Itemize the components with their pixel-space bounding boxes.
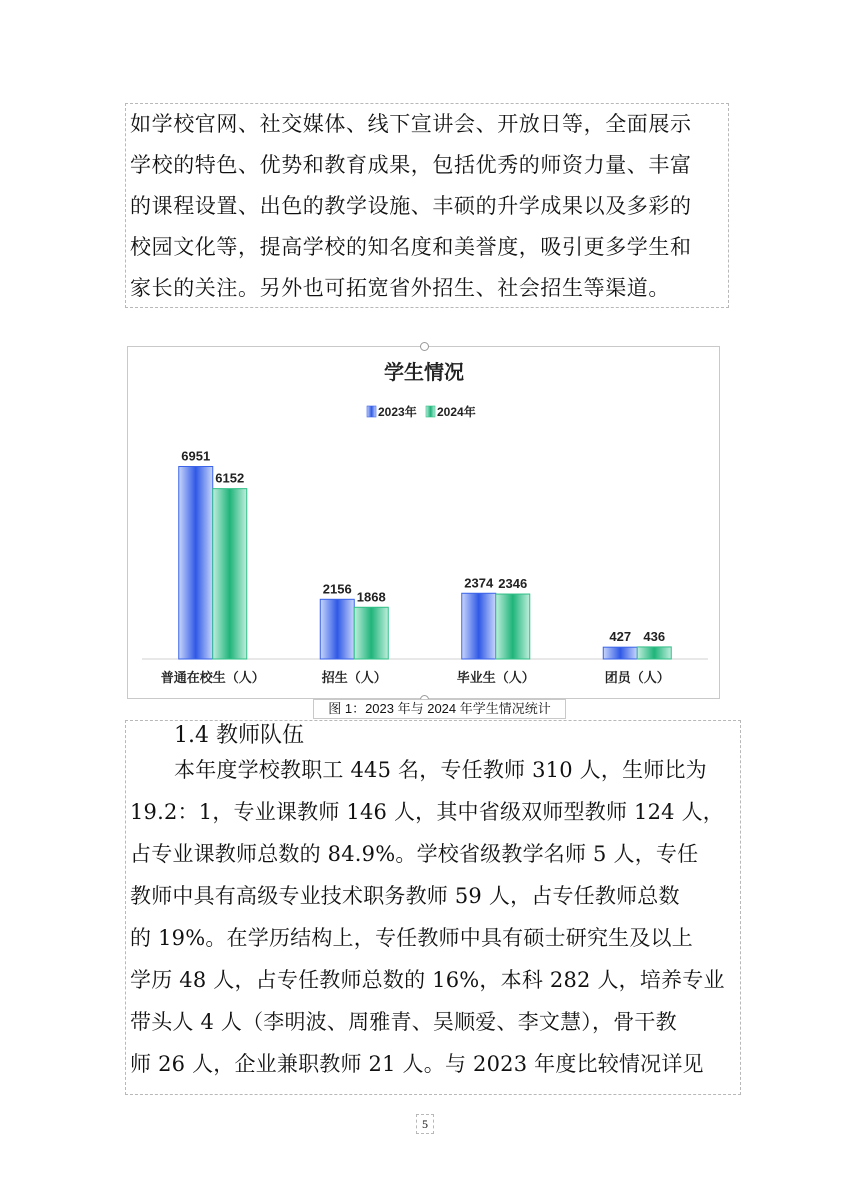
value-label-2023-2: 2374 — [464, 575, 494, 591]
bar-2023-3[interactable] — [603, 647, 637, 659]
bar-2023-0[interactable] — [179, 467, 213, 659]
bar-2024-2[interactable] — [496, 594, 530, 659]
paragraph-line: 的课程设置、出色的教学设施、丰硕的升学成果以及多彩的 — [130, 194, 692, 218]
paragraph-line: 学校的特色、优势和教育成果，包括优秀的师资力量、丰富 — [130, 153, 692, 177]
chart-title: 学生情况 — [384, 362, 464, 384]
category-labels-group — [161, 670, 670, 685]
value-label-2023-3: 427 — [609, 629, 632, 645]
paragraph-line: 校园文化等，提高学校的知名度和美誉度，吸引更多学生和 — [130, 235, 692, 259]
value-label-2023-1: 2156 — [322, 581, 352, 597]
value-label-2024-1: 1868 — [356, 589, 386, 605]
legend-label-2024: 2024年 — [437, 405, 476, 419]
section-line: 师 26 人，企业兼职教师 21 人。与 2023 年度比较情况详见 — [130, 1052, 704, 1076]
bar-2024-3[interactable] — [637, 647, 671, 659]
student-chart[interactable] — [127, 346, 720, 699]
resize-handle-top[interactable] — [420, 342, 429, 351]
chart-legend — [367, 404, 476, 419]
bar-2023-1[interactable] — [320, 599, 354, 659]
section-line: 本年度学校教职工 445 名，专任教师 310 人，生师比为 — [174, 758, 707, 782]
bar-2024-0[interactable] — [213, 489, 247, 659]
value-label-2023-0: 6951 — [181, 448, 211, 464]
section-heading: 1.4 教师队伍 — [174, 723, 304, 748]
legend-swatch-2024 — [426, 406, 435, 417]
page-number: 5 — [416, 1114, 434, 1134]
value-label-2024-2: 2346 — [498, 576, 528, 592]
section-line: 带头人 4 人（李明波、周雅青、吴顺爱、李文慧），骨干教 — [130, 1010, 677, 1034]
legend-swatch-2023 — [367, 406, 376, 417]
bars-group — [179, 467, 672, 659]
category-label-0: 普通在校生（人） — [160, 670, 265, 685]
figure-caption: 图 1：2023 年与 2024 年学生情况统计 — [313, 699, 566, 719]
legend-label-2023: 2023年 — [378, 405, 417, 419]
paragraph-line: 如学校官网、社交媒体、线下宣讲会、开放日等，全面展示 — [130, 112, 692, 136]
chart-canvas — [128, 347, 721, 700]
section-line: 占专业课教师总数的 84.9%。学校省级教学名师 5 人，专任 — [130, 842, 699, 866]
category-label-2: 毕业生（人） — [456, 670, 535, 685]
section-line: 学历 48 人，占专任教师总数的 16%，本科 282 人，培养专业 — [130, 968, 725, 992]
category-label-1: 招生（人） — [321, 670, 387, 685]
section-line: 教师中具有高级专业技术职务教师 59 人，占专任教师总数 — [130, 884, 680, 908]
bar-2024-1[interactable] — [354, 607, 388, 659]
value-label-2024-3: 436 — [643, 628, 666, 644]
value-labels-group — [181, 449, 665, 645]
category-label-3: 团员（人） — [604, 670, 670, 685]
paragraph-line: 家长的关注。另外也可拓宽省外招生、社会招生等渠道。 — [130, 276, 670, 300]
section-line: 19.2：1，专业课教师 146 人，其中省级双师型教师 124 人， — [130, 800, 724, 824]
section-teachers — [125, 720, 741, 1095]
section-line: 的 19%。在学历结构上，专任教师中具有硕士研究生及以上 — [130, 926, 693, 950]
paragraph-top — [125, 103, 729, 308]
value-label-2024-0: 6152 — [215, 470, 245, 486]
bar-2023-2[interactable] — [462, 593, 496, 659]
